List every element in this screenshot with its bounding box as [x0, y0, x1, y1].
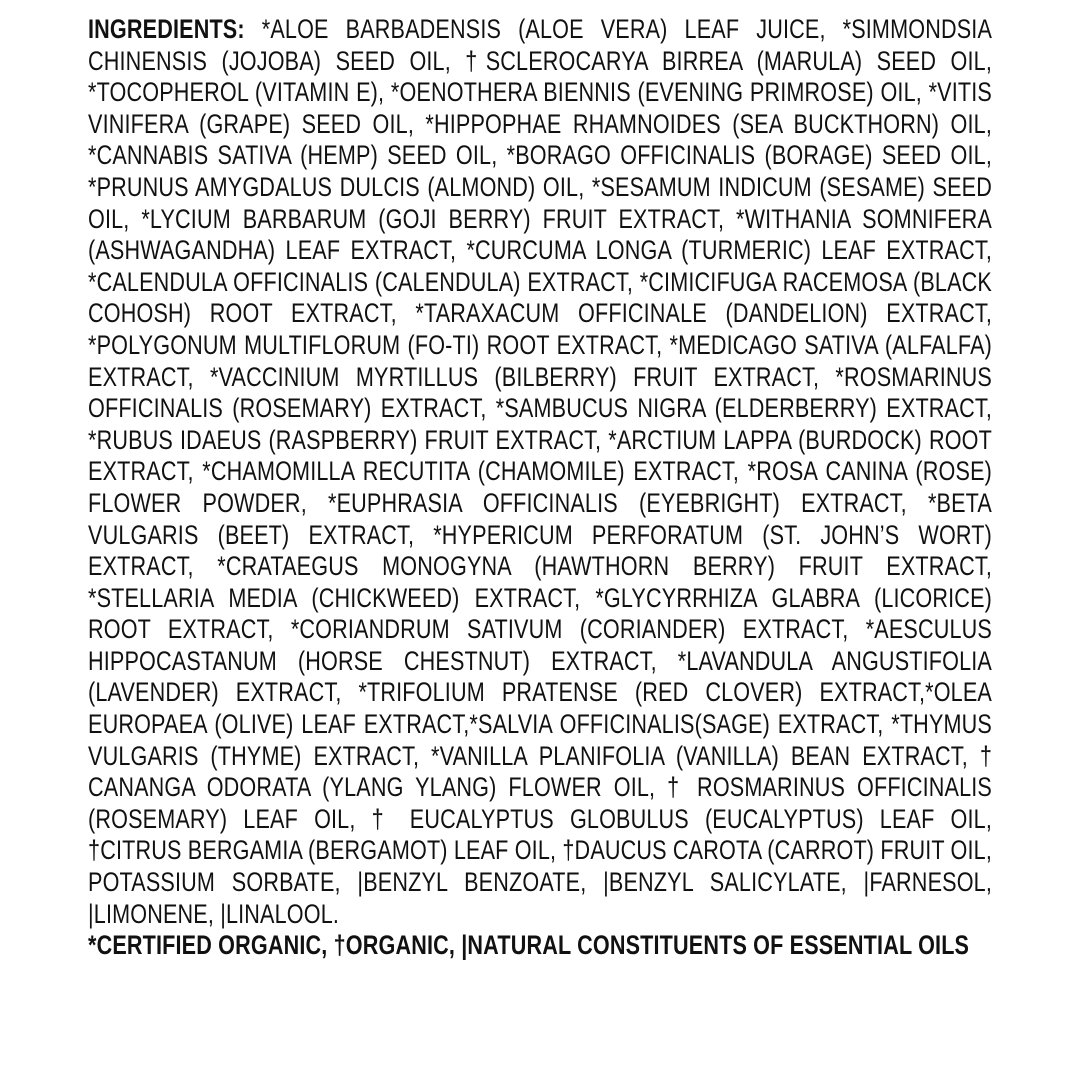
organic-key-footnote: *CERTIFIED ORGANIC, †ORGANIC, |NATURAL CONSTITUENTS OF ESSENTIAL OILS	[88, 930, 970, 961]
ingredients-paragraph	[88, 14, 992, 930]
label-text-block	[88, 14, 992, 962]
ingredients-list-text: *ALOE BARBADENSIS (ALOE VERA) LEAF JUICE, *SIMMONDSIA CHINENSIS (JOJOBA) SEED OIL, †SCLEROCARYA BIRREA (MARULA) SEED OIL, *TOCOPHEROL (VITAMIN E), *OENOTHERA BIENNIS (EVENING PRIMROSE) OIL, *VITIS VINIFERA (GRAPE) SEED OIL, *HIPPOPHAE RHAMNOIDES (SEA BUCKTHORN) OIL, *CANNABIS SATIVA (HEMP) SEED OIL, *BORAGO OFFICINALIS (BORAGE) SEED OIL, *PRUNUS AMYGDALUS DULCIS (ALMOND) OIL, *SESAMUM INDICUM (SESAME) SEED OIL, *LYCIUM BARBARUM (GOJI BERRY) FRUIT EXTRACT, *WITHANIA SOMNIFERA (ASHWAGANDHA) LEAF EXTRACT, *CURCUMA LONGA (TURMERIC) LEAF EXTRACT, *CALENDULA OFFICINALIS (CALENDULA) EXTRACT, *CIMICIFUGA RACEMOSA (BLACK COHOSH) ROOT EXTRACT, *TARAXACUM OFFICINALE (DANDELION) EXTRACT, *POLYGONUM MULTIFLORUM (FO-TI) ROOT EXTRACT, *MEDICAGO SATIVA (ALFALFA) EXTRACT, *VACCINIUM MYRTILLUS (BILBERRY) FRUIT EXTRACT, *ROSMARINUS OFFICINALIS (ROSEMARY) EXTRACT, *SAMBUCUS NIGRA (ELDERBERRY) EXTRACT, *RUBUS IDAEUS (RASPBERRY) FRUIT EXTRACT, *ARCTIUM LAPPA (BURDOCK) ROOT EXTRACT, *CHAMOMILLA RECUTITA (CHAMOMILE) EXTRACT, *ROSA CANINA (ROSE) FLOWER POWDER, *EUPHRASIA OFFICINALIS (EYEBRIGHT) EXTRACT, *BETA VULGARIS (BEET) EXTRACT, *HYPERICUM PERFORATUM (ST. JOHN’S WORT) EXTRACT, *CRATAEGUS MONOGYNA (HAWTHORN BERRY) FRUIT EXTRACT, *STELLARIA MEDIA (CHICKWEED) EXTRACT, *GLYCYRRHIZA GLABRA (LICORICE) ROOT EXTRACT, *CORIANDRUM SATIVUM (CORIANDER) EXTRACT, *AESCULUS HIPPOCASTANUM (HORSE CHESTNUT) EXTRACT, *LAVANDULA ANGUSTIFOLIA (LAVENDER) EXTRACT, *TRIFOLIUM PRATENSE (RED CLOVER) EXTRACT,*OLEA EUROPAEA (OLIVE) LEAF EXTRACT,*SALVIA OFFICINALIS(SAGE) EXTRACT, *THYMUS VULGARIS (THYME) EXTRACT, *VANILLA PLANIFOLIA (VANILLA) BEAN EXTRACT, † CANANGA ODORATA (YLANG YLANG) FLOWER OIL, † ROSMARINUS OFFICINALIS (ROSEMARY) LEAF OIL, † EUCALYPTUS GLOBULUS (EUCALYPTUS) LEAF OIL, †CITRUS BERGAMIA (BERGAMOT) LEAF OIL, †DAUCUS CAROTA (CARROT) FRUIT OIL, POTASSIUM SORBATE, |BENZYL BENZOATE, |BENZYL SALICYLATE, |FARNESOL, |LIMONENE, |LINALOOL.	[88, 14, 993, 929]
ingredients-heading-label: INGREDIENTS:	[88, 14, 245, 44]
